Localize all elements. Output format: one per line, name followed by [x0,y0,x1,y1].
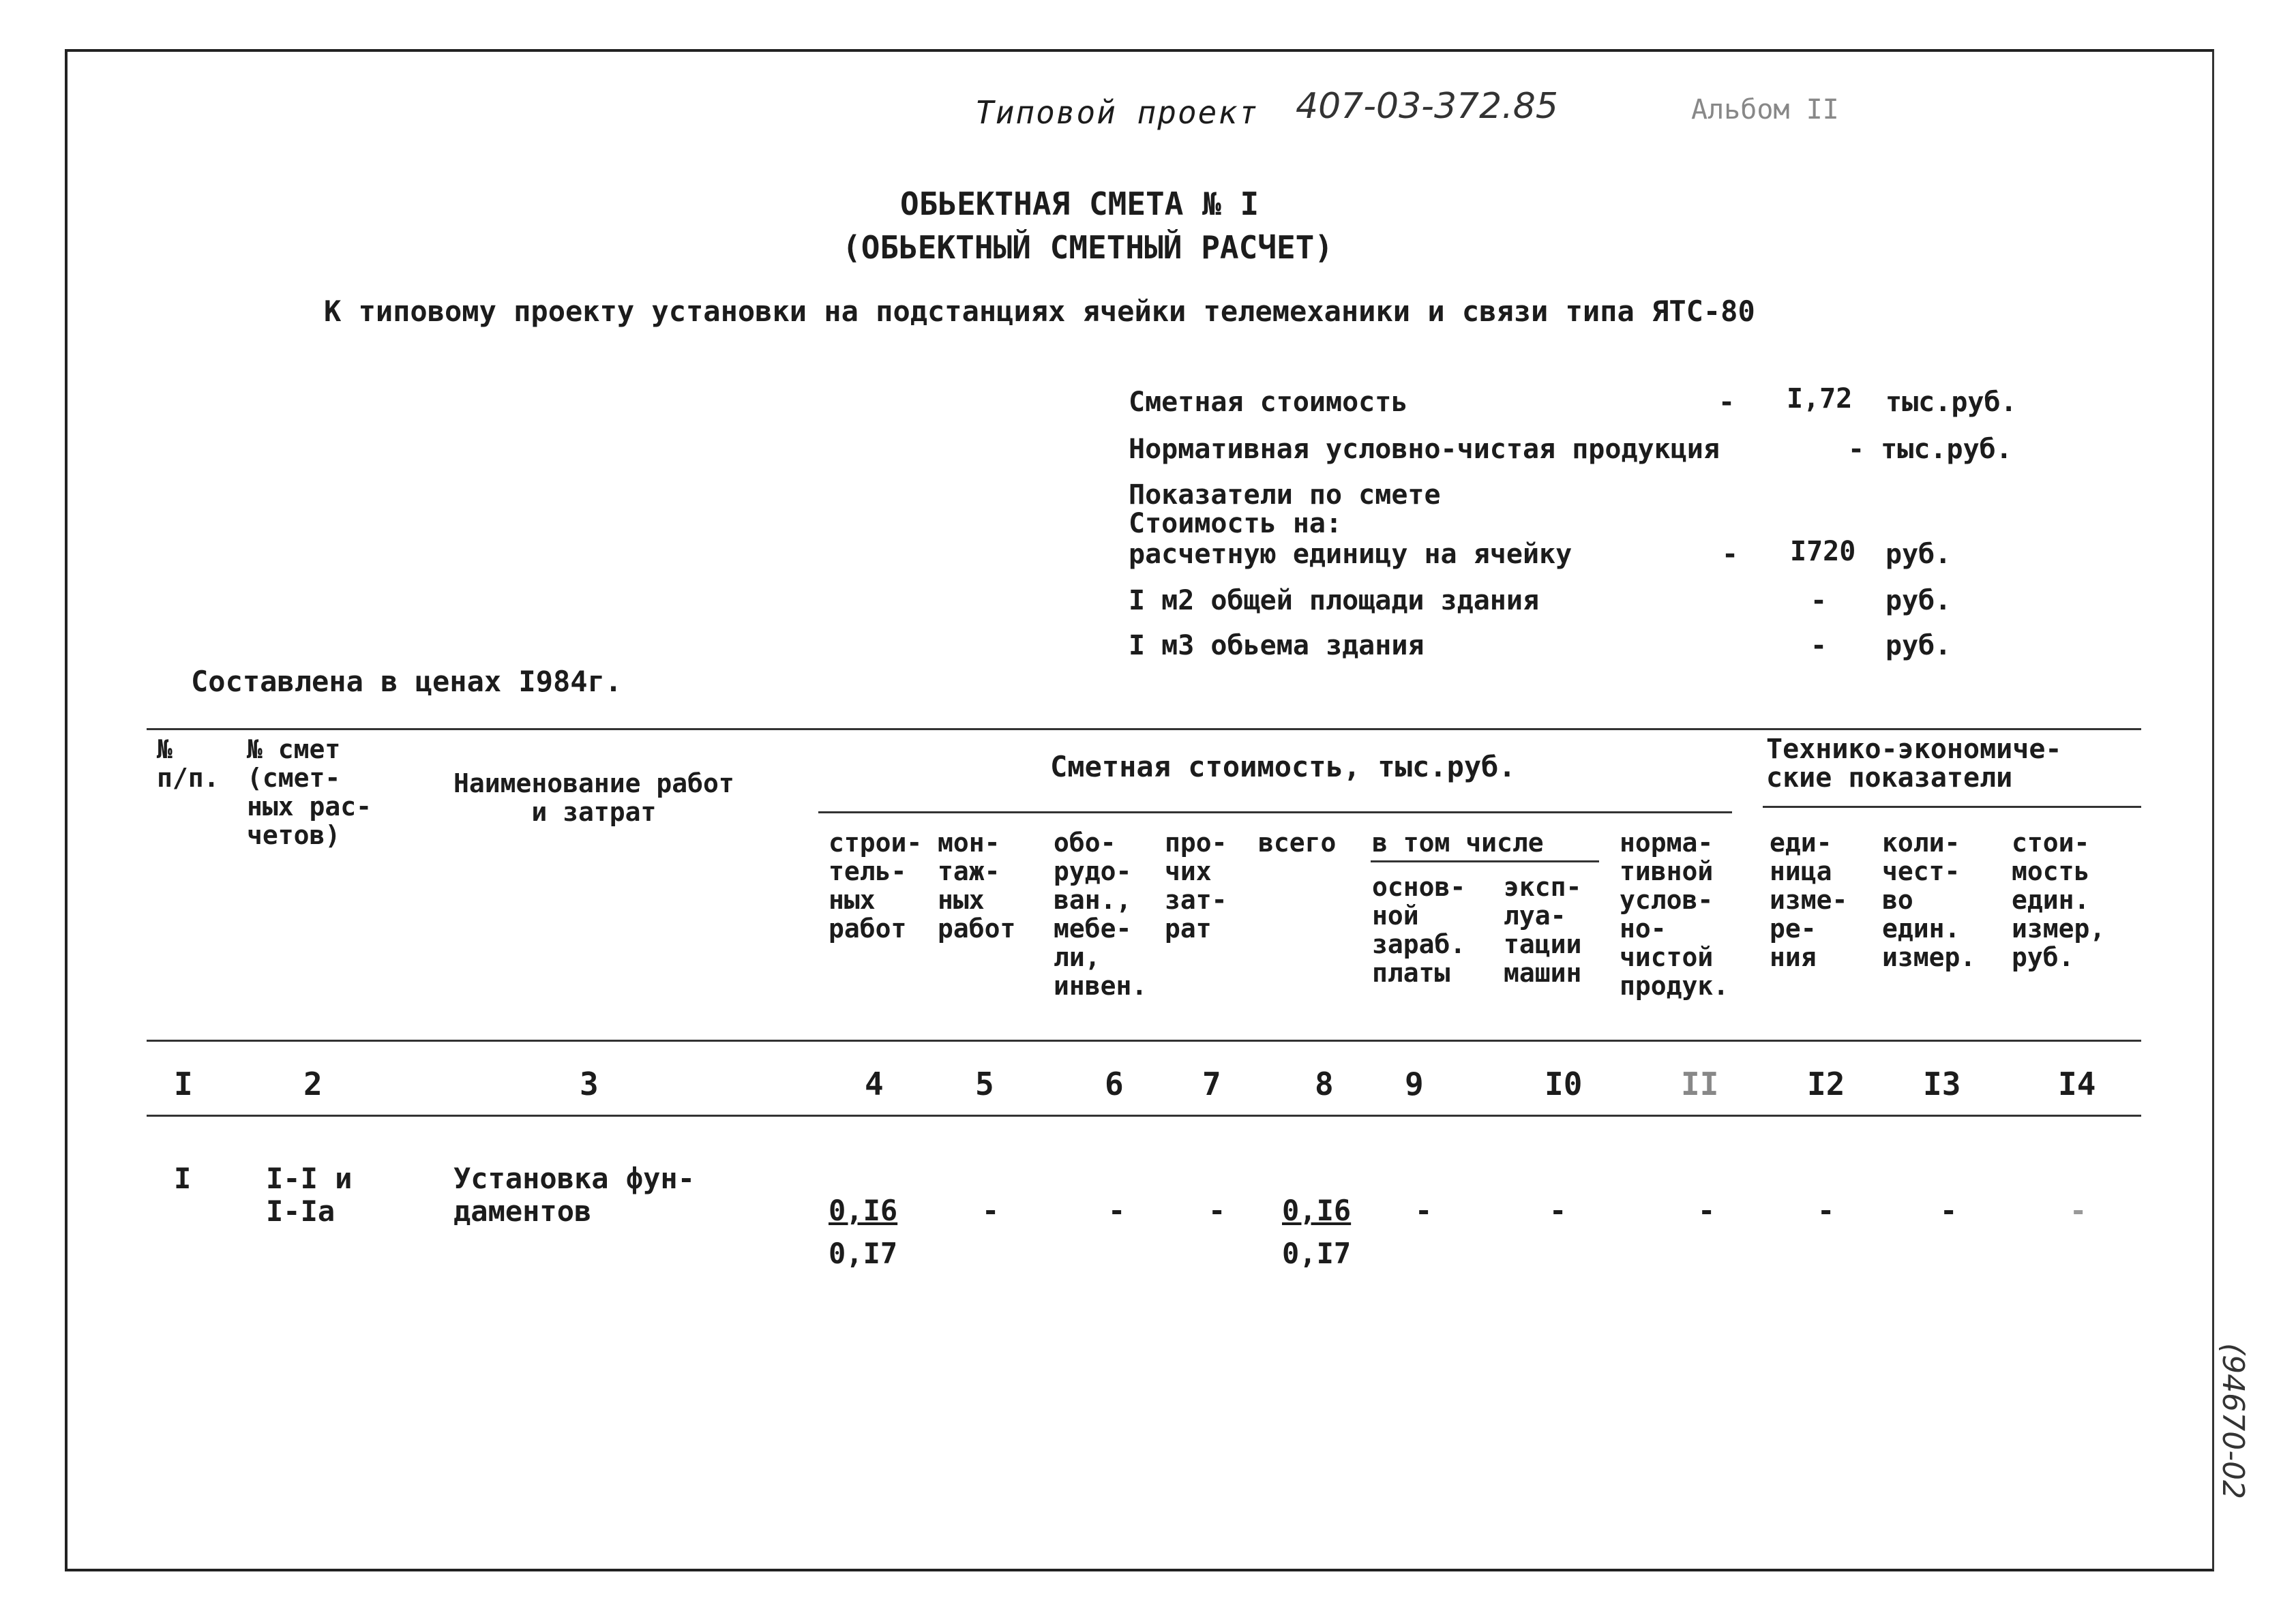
row-stroit-bottom: 0,I7 [829,1237,898,1270]
row-smet: I-I и I-Ia [266,1162,353,1228]
th-cost-group: Сметная стоимость, тыс.руб. [1050,750,1516,783]
m3-dash: - [1810,630,1828,661]
colnum-14: I4 [2058,1066,2096,1102]
row-vsego-top: 0,I6 [1282,1194,1352,1227]
row-ed: - [1817,1194,1835,1227]
colnum-6: 6 [1105,1066,1124,1102]
estimate-subtitle-paren: (ОБЬЕКТНЫЙ СМЕТНЫЙ РАСЧЕТ) [842,229,1334,266]
th-kol: коли- чест- во един. измер. [1882,828,1976,972]
normative-value: - тыс.руб. [1848,434,2012,465]
th-expl: эксп- луа- тации машин [1504,872,1582,988]
colnum-bottom-rule [147,1115,2141,1117]
row-proch: - [1208,1194,1226,1227]
colnum-4: 4 [865,1066,884,1102]
side-handwritten-note: (94670-02 [2216,1343,2250,1500]
th-smet: № смет (смет- ных рас- четов) [247,734,372,850]
colnum-5: 5 [975,1066,994,1102]
th-oborud: обо- рудо- ван., мебе- ли, инвен. [1054,828,1148,1001]
m2-unit: руб. [1885,585,1952,616]
m3-label: I м3 обьема здания [1129,630,1425,661]
cost-group-rule [818,811,1732,813]
unit-dash: - [1722,539,1739,570]
th-osnov: основ- ной зараб. платы [1372,872,1466,988]
th-num: № п/п. [157,734,220,793]
row-stroit-top: 0,I6 [829,1194,898,1227]
row-num: I [174,1162,192,1195]
th-tech-group: Технико-экономиче- ские показатели [1766,734,2062,794]
prices-note: Составлена в ценах I984г. [191,665,623,698]
cost-for-label: Стоимость на: [1129,508,1343,539]
project-label: Типовой проект [975,94,1259,131]
colnum-13: I3 [1923,1066,1961,1102]
m2-label: I м2 общей площади здания [1129,585,1540,616]
colnum-9: 9 [1405,1066,1424,1102]
row-montazh: - [982,1194,1000,1227]
cost-unit: тыс.руб. [1885,387,2017,418]
row-oborud: - [1108,1194,1126,1227]
colnum-7: 7 [1202,1066,1221,1102]
colnum-1: I [174,1066,193,1102]
cost-label: Сметная стоимость [1129,387,1408,418]
row-expl: - [1549,1194,1567,1227]
header-bottom-rule [147,1040,2141,1042]
th-stoim: стои- мость един. измер, руб. [2012,828,2106,972]
project-number: 407-03-372.85 [1296,86,1558,127]
colnum-3: 3 [580,1066,599,1102]
th-montazh: мон- таж- ных работ [938,828,1016,944]
colnum-2: 2 [303,1066,323,1102]
row-kol: - [1940,1194,1958,1227]
indicators-label: Показатели по смете [1129,479,1441,511]
m2-dash: - [1810,585,1828,616]
row-osnov: - [1415,1194,1433,1227]
tech-group-rule [1763,806,2141,808]
colnum-12: I2 [1807,1066,1845,1102]
row-name: Установка фун- даментов [453,1162,696,1228]
estimate-title: ОБЬЕКТНАЯ СМЕТА № I [900,185,1259,222]
m3-unit: руб. [1885,630,1952,661]
unit-unit: руб. [1885,539,1952,570]
normative-label: Нормативная условно-чистая продукция [1129,434,1720,465]
cost-dash: - [1718,387,1735,418]
page-frame [65,49,2214,1571]
colnum-8: 8 [1315,1066,1334,1102]
unit-label: расчетную единицу на ячейку [1129,539,1572,570]
project-description: К типовому проекту установки на подстанциях ячейки телемеханики и связи типа ЯТС-80 [324,295,1755,328]
row-stoim: - [2070,1194,2087,1227]
th-proch: про- чих зат- рат [1165,828,1227,944]
colnum-10: I0 [1545,1066,1583,1102]
row-vsego-bottom: 0,I7 [1282,1237,1352,1270]
th-norm: норма- тивной услов- но- чистой продук. [1620,828,1729,1001]
th-stroit: строи- тель- ных работ [829,828,923,944]
th-name: Наименование работ и затрат [453,768,734,827]
colnum-11: II [1681,1066,1719,1102]
th-ed: еди- ница изме- ре- ния [1770,828,1848,972]
table-top-rule [147,728,2141,730]
cost-value: I,72 [1787,383,1853,415]
vtom-rule [1371,860,1599,862]
th-vsego: всего [1258,828,1337,858]
unit-value: I720 [1790,536,1856,567]
album-label: Альбом II [1691,94,1839,125]
row-norm: - [1698,1194,1716,1227]
th-vtom: в том числе [1372,828,1544,858]
